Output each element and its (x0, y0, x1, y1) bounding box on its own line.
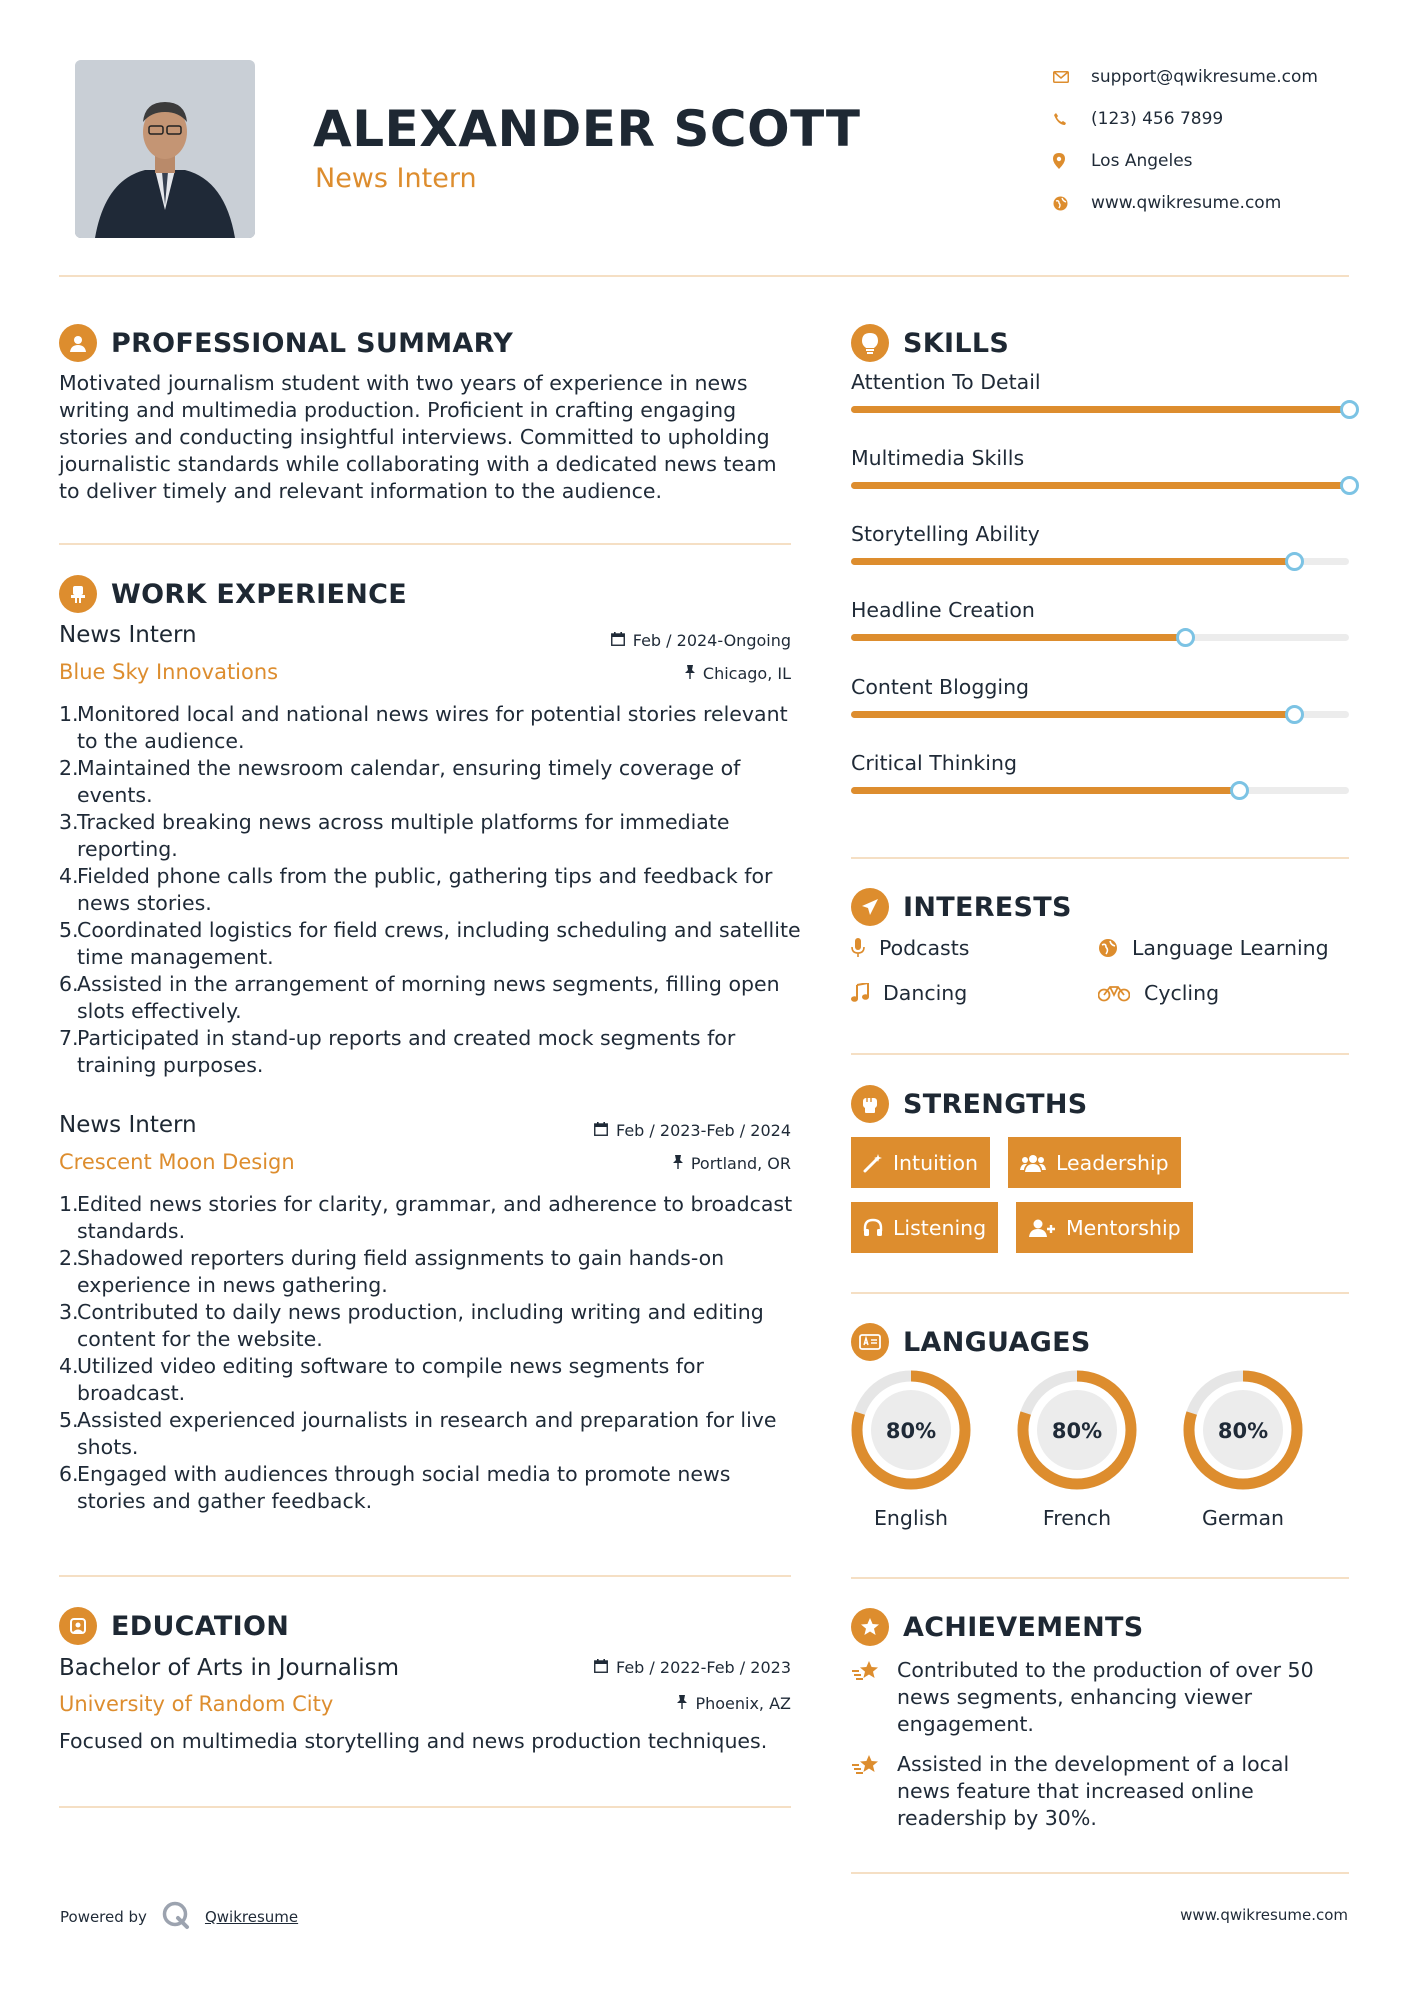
skill-bar-knob (1176, 628, 1195, 647)
skill-bar-fill (851, 482, 1349, 489)
language-progress-ring (1015, 1368, 1139, 1492)
job-2-duties (59, 1191, 803, 1515)
interest-label: Cycling (1144, 981, 1220, 1005)
languages-title: LANGUAGES (903, 1326, 1091, 1358)
job-2-company: Crescent Moon Design (59, 1150, 295, 1174)
contact-location (1053, 140, 1373, 182)
contact-website-text: www.qwikresume.com (1091, 193, 1282, 213)
achievements-title: ACHIEVEMENTS (903, 1611, 1144, 1643)
languages-heading (851, 1323, 1091, 1361)
job-1-title: News Intern (59, 622, 197, 648)
fist-icon (851, 1085, 889, 1123)
candidate-name: ALEXANDER SCOTT (313, 100, 861, 158)
education-divider (59, 1806, 791, 1808)
qwikresume-link[interactable]: Qwikresume (204, 1908, 299, 1926)
education-title: EDUCATION (111, 1610, 290, 1642)
education-heading (59, 1607, 289, 1645)
language-item (849, 1368, 973, 1530)
skill-bar-knob (1340, 476, 1359, 495)
skill-bar-knob (1285, 552, 1304, 571)
list-item: Participated in stand-up reports and created mock segments for training purposes. (77, 1026, 736, 1077)
bicycle-icon (1098, 984, 1130, 1002)
skill-item (851, 751, 1349, 794)
experience-divider (59, 1575, 791, 1577)
summary-title: PROFESSIONAL SUMMARY (111, 327, 514, 359)
interest-label: Podcasts (879, 936, 970, 960)
strength-chip (1008, 1137, 1181, 1188)
education-school: University of Random City (59, 1692, 334, 1716)
summary-divider (59, 543, 791, 545)
skill-bar-knob (1285, 705, 1304, 724)
language-name: French (1042, 1506, 1112, 1530)
briefcase-icon (59, 575, 97, 613)
job-1-date (611, 631, 791, 650)
skill-label: Attention To Detail (851, 370, 1041, 394)
skill-bar (851, 558, 1349, 565)
skill-item (851, 446, 1349, 489)
language-card-icon (851, 1323, 889, 1361)
list-item: Monitored local and national news wires for potential stories relevant to the audience. (77, 702, 788, 753)
qwikresume-logo-icon (161, 1900, 191, 1934)
job-2-date (594, 1121, 791, 1140)
strength-label: Intuition (893, 1150, 979, 1175)
skill-item (851, 370, 1349, 413)
skill-bar-fill (851, 634, 1185, 641)
candidate-role: News Intern (315, 163, 477, 194)
language-item (1181, 1368, 1305, 1530)
strengths-divider (851, 1292, 1349, 1294)
footer-powered-by (60, 1900, 298, 1934)
languages-divider (851, 1577, 1349, 1579)
contact-phone-text: (123) 456 7899 (1091, 109, 1224, 129)
job-2-location (673, 1154, 791, 1173)
strength-chip (1016, 1202, 1193, 1253)
skills-divider (851, 857, 1349, 859)
skill-item (851, 522, 1349, 565)
powered-by-label: Powered by (60, 1908, 147, 1926)
experience-heading (59, 575, 407, 613)
list-item: Tracked breaking news across multiple platforms for immediate reporting. (77, 810, 730, 861)
achievements-heading (851, 1608, 1144, 1646)
skill-bar-fill (851, 406, 1349, 413)
footer-website-link[interactable]: www.qwikresume.com (1180, 1906, 1348, 1924)
list-item: Edited news stories for clarity, grammar, and adherence to broadcast standards. (77, 1192, 793, 1243)
language-progress-ring (849, 1368, 973, 1492)
language-item (1015, 1368, 1139, 1530)
interest-item (1098, 981, 1219, 1005)
job-1-date-text: Feb / 2024-Ongoing (632, 631, 791, 650)
job-1-location-text: Chicago, IL (702, 664, 791, 683)
globe-icon (1053, 196, 1091, 211)
list-item: Shadowed reporters during field assignments to gain hands-on experience in news gathering. (77, 1246, 725, 1297)
education-date (594, 1658, 791, 1677)
education-date-text: Feb / 2022-Feb / 2023 (616, 1658, 791, 1677)
job-2-title: News Intern (59, 1112, 197, 1138)
user-icon (59, 324, 97, 362)
interests-heading (851, 888, 1072, 926)
list-item: Utilized video editing software to compile news segments for broadcast. (77, 1354, 704, 1405)
job-1-location (685, 664, 791, 683)
skills-heading (851, 324, 1009, 362)
summary-heading (59, 324, 513, 362)
lightbulb-icon (851, 324, 889, 362)
strength-label: Mentorship (1066, 1215, 1181, 1240)
thumbtack-icon (677, 1695, 687, 1713)
graduate-icon (59, 1607, 97, 1645)
contact-website[interactable] (1053, 182, 1373, 224)
language-progress-ring (1181, 1368, 1305, 1492)
job-2-date-text: Feb / 2023-Feb / 2024 (616, 1121, 791, 1140)
microphone-icon (851, 938, 865, 958)
strength-chip (851, 1137, 990, 1188)
skill-item (851, 598, 1349, 641)
contact-email-text: support@qwikresume.com (1091, 67, 1318, 87)
users-icon (1020, 1153, 1046, 1173)
strength-chip (851, 1202, 998, 1253)
language-percent: 80% (1051, 1419, 1103, 1443)
thumbtack-icon (685, 665, 695, 683)
skill-label: Multimedia Skills (851, 446, 1025, 470)
skill-label: Content Blogging (851, 675, 1030, 699)
calendar-icon (594, 1659, 608, 1677)
interest-item (851, 936, 969, 960)
skill-label: Critical Thinking (851, 751, 1017, 775)
person-portrait-icon (75, 60, 255, 238)
contact-location-text: Los Angeles (1091, 151, 1193, 171)
music-note-icon (851, 983, 869, 1003)
job-1-duties (59, 701, 803, 1079)
skill-item (851, 675, 1349, 718)
skill-bar (851, 787, 1349, 794)
interest-label: Dancing (883, 981, 968, 1005)
achievement-text: Contributed to the production of over 50 news segments, enhancing viewer engagement. (897, 1658, 1314, 1736)
phone-icon (1053, 112, 1091, 126)
strength-label: Listening (893, 1215, 987, 1240)
interest-label: Language Learning (1132, 936, 1329, 960)
list-item: Coordinated logistics for field crews, including scheduling and satellite time management. (77, 918, 801, 969)
globe-icon (1098, 938, 1118, 958)
summary-text: Motivated journalism student with two years of experience in news writing and multimedia production. Proficient in crafting engaging stories and conducting insightful interviews. Committed to upholding journalistic standards while collaborating with a dedicated news team to deliver timely and relevant information to the audience. (59, 371, 777, 503)
user-plus-icon (1028, 1218, 1056, 1238)
skill-bar (851, 634, 1349, 641)
strengths-title: STRENGTHS (903, 1088, 1088, 1120)
map-pin-icon (1053, 153, 1091, 169)
education-location (677, 1694, 791, 1713)
thumbtack-icon (673, 1155, 683, 1173)
education-location-text: Phoenix, AZ (695, 1694, 791, 1713)
skill-label: Headline Creation (851, 598, 1035, 622)
skill-bar-fill (851, 558, 1294, 565)
list-item: Fielded phone calls from the public, gathering tips and feedback for news stories. (77, 864, 773, 915)
language-name: German (1201, 1506, 1285, 1530)
list-item: Assisted in the arrangement of morning news segments, filling open slots effectively. (77, 972, 780, 1023)
education-degree: Bachelor of Arts in Journalism (59, 1655, 400, 1681)
list-item: Engaged with audiences through social media to promote news stories and gather feedback. (77, 1462, 731, 1513)
contact-phone[interactable] (1053, 98, 1373, 140)
experience-title: WORK EXPERIENCE (111, 578, 407, 610)
strengths-heading (851, 1085, 1088, 1123)
interest-item (851, 981, 967, 1005)
achievement-text: Assisted in the development of a local news feature that increased online readership by 30%. (897, 1752, 1290, 1830)
envelope-icon (1053, 71, 1091, 83)
interests-divider (851, 1053, 1349, 1055)
calendar-icon (611, 632, 625, 650)
shooting-star-icon (851, 1751, 883, 1832)
magic-wand-icon (863, 1153, 883, 1173)
contact-list (1053, 56, 1373, 224)
skill-bar (851, 711, 1349, 718)
education-description: Focused on multimedia storytelling and news production techniques. (59, 1729, 768, 1753)
skill-bar (851, 406, 1349, 413)
skill-bar-knob (1340, 400, 1359, 419)
language-percent: 80% (1217, 1419, 1269, 1443)
profile-photo (75, 60, 255, 238)
skill-bar (851, 482, 1349, 489)
achievement-item (851, 1751, 1351, 1832)
skill-bar-knob (1230, 781, 1249, 800)
headphones-icon (863, 1218, 883, 1238)
achievements-divider (851, 1872, 1349, 1874)
job-2-location-text: Portland, OR (690, 1154, 791, 1173)
interest-item (1098, 936, 1329, 960)
skills-title: SKILLS (903, 327, 1010, 359)
language-name: English (873, 1506, 949, 1530)
list-item: Assisted experienced journalists in research and preparation for live shots. (77, 1408, 777, 1459)
achievement-item (851, 1657, 1351, 1738)
language-percent: 80% (885, 1419, 937, 1443)
skill-label: Storytelling Ability (851, 522, 1040, 546)
calendar-icon (594, 1122, 608, 1140)
shooting-star-icon (851, 1657, 883, 1738)
paper-plane-icon (851, 888, 889, 926)
job-1-company: Blue Sky Innovations (59, 660, 279, 684)
contact-email[interactable] (1053, 56, 1373, 98)
interests-title: INTERESTS (903, 891, 1072, 923)
strength-label: Leadership (1056, 1150, 1169, 1175)
list-item: Maintained the newsroom calendar, ensuring timely coverage of events. (77, 756, 741, 807)
header-divider (59, 275, 1349, 277)
skill-bar-fill (851, 787, 1239, 794)
skill-bar-fill (851, 711, 1294, 718)
list-item: Contributed to daily news production, including writing and editing content for the website. (77, 1300, 764, 1351)
star-badge-icon (851, 1608, 889, 1646)
